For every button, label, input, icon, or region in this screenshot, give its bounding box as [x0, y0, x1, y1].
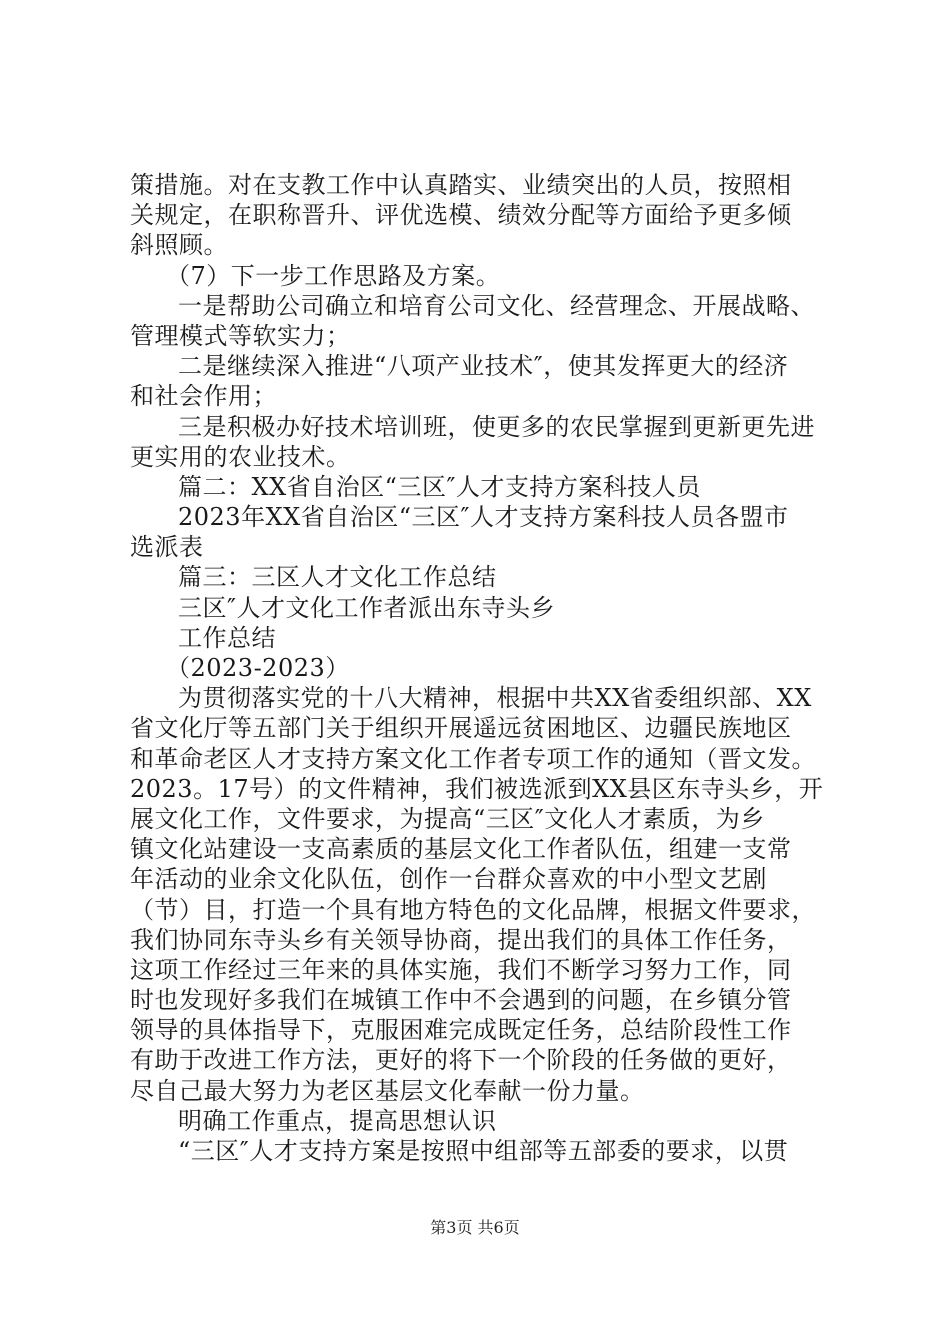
- text-line: 省文化厅等五部门关于组织开展遥远贫困地区、边疆民族地区: [130, 714, 792, 743]
- text-line: 和社会作用；: [130, 382, 277, 411]
- text-line: 斜照顾。: [130, 231, 228, 260]
- text-line: 工作总结: [178, 623, 276, 652]
- text-line: 篇二：XX省自治区“三区″人才支持方案科技人员: [178, 472, 701, 501]
- text-line: 这项工作经过三年来的具体实施，我们不断学习努力工作，同: [130, 955, 792, 984]
- text-line: 2023。17号）的文件精神，我们被选派到XX县区东寺头乡，开: [130, 774, 824, 803]
- text-line: 更实用的农业技术。: [130, 442, 351, 471]
- text-line: 领导的具体指导下，克服困难完成既定任务，总结阶段性工作: [130, 1016, 792, 1045]
- text-line: 一是帮助公司确立和培育公司文化、经营理念、开展战略、: [178, 291, 815, 320]
- text-line: “三区″人才支持方案是按照中组部等五部委的要求，以贯: [178, 1137, 789, 1165]
- text-line: 关规定，在职称晋升、评优选模、绩效分配等方面给予更多倾: [130, 201, 792, 230]
- text-line: （节）目，打造一个具有地方特色的文化品牌，根据文件要求，: [130, 895, 816, 924]
- text-line: 和革命老区人才支持方案文化工作者专项工作的通知（晋文发。: [130, 744, 816, 773]
- text-line: （7）下一步工作思路及方案。: [166, 261, 501, 290]
- text-line: 2023年XX省自治区“三区″人才支持方案科技人员各盟市: [178, 503, 789, 532]
- text-line: 篇三：三区人才文化工作总结: [178, 563, 497, 592]
- text-line: 为贯彻落实党的十八大精神，根据中共XX省委组织部、XX: [178, 684, 812, 713]
- text-line: 管理模式等软实力；: [130, 321, 351, 350]
- text-line: 有助于改进工作方法，更好的将下一个阶段的任务做的更好，: [130, 1046, 792, 1075]
- document-body: [130, 170, 830, 1166]
- text-line: 时也发现好多我们在城镇工作中不会遇到的问题，在乡镇分管: [130, 986, 792, 1015]
- text-line: 展文化工作，文件要求，为提高“三区″文化人才素质，为乡: [130, 804, 765, 833]
- text-line: 尽自己最大努力为老区基层文化奉献一份力量。: [130, 1076, 645, 1105]
- text-line: （2023-2023）: [166, 654, 350, 682]
- text-line: 三区″人才文化工作者派出东寺头乡: [178, 593, 555, 622]
- text-line: 策措施。对在支教工作中认真踏实、业绩突出的人员，按照相: [130, 171, 792, 199]
- text-line: 二是继续深入推进“八项产业技术″，使其发挥更大的经济: [178, 352, 789, 381]
- text-line: 明确工作重点，提高思想认识: [178, 1106, 497, 1135]
- text-line: 我们协同东寺头乡有关领导协商，提出我们的具体工作任务，: [130, 925, 792, 954]
- text-line: 年活动的业余文化队伍，创作一台群众喜欢的中小型文艺剧: [130, 865, 767, 894]
- text-line: 镇文化站建设一支高素质的基层文化工作者队伍，组建一支常: [130, 835, 792, 864]
- page-footer: 第3页 共6页: [430, 1218, 520, 1237]
- text-line: 三是积极办好技术培训班，使更多的农民掌握到更新更先进: [178, 412, 815, 441]
- text-line: 选派表: [130, 533, 204, 562]
